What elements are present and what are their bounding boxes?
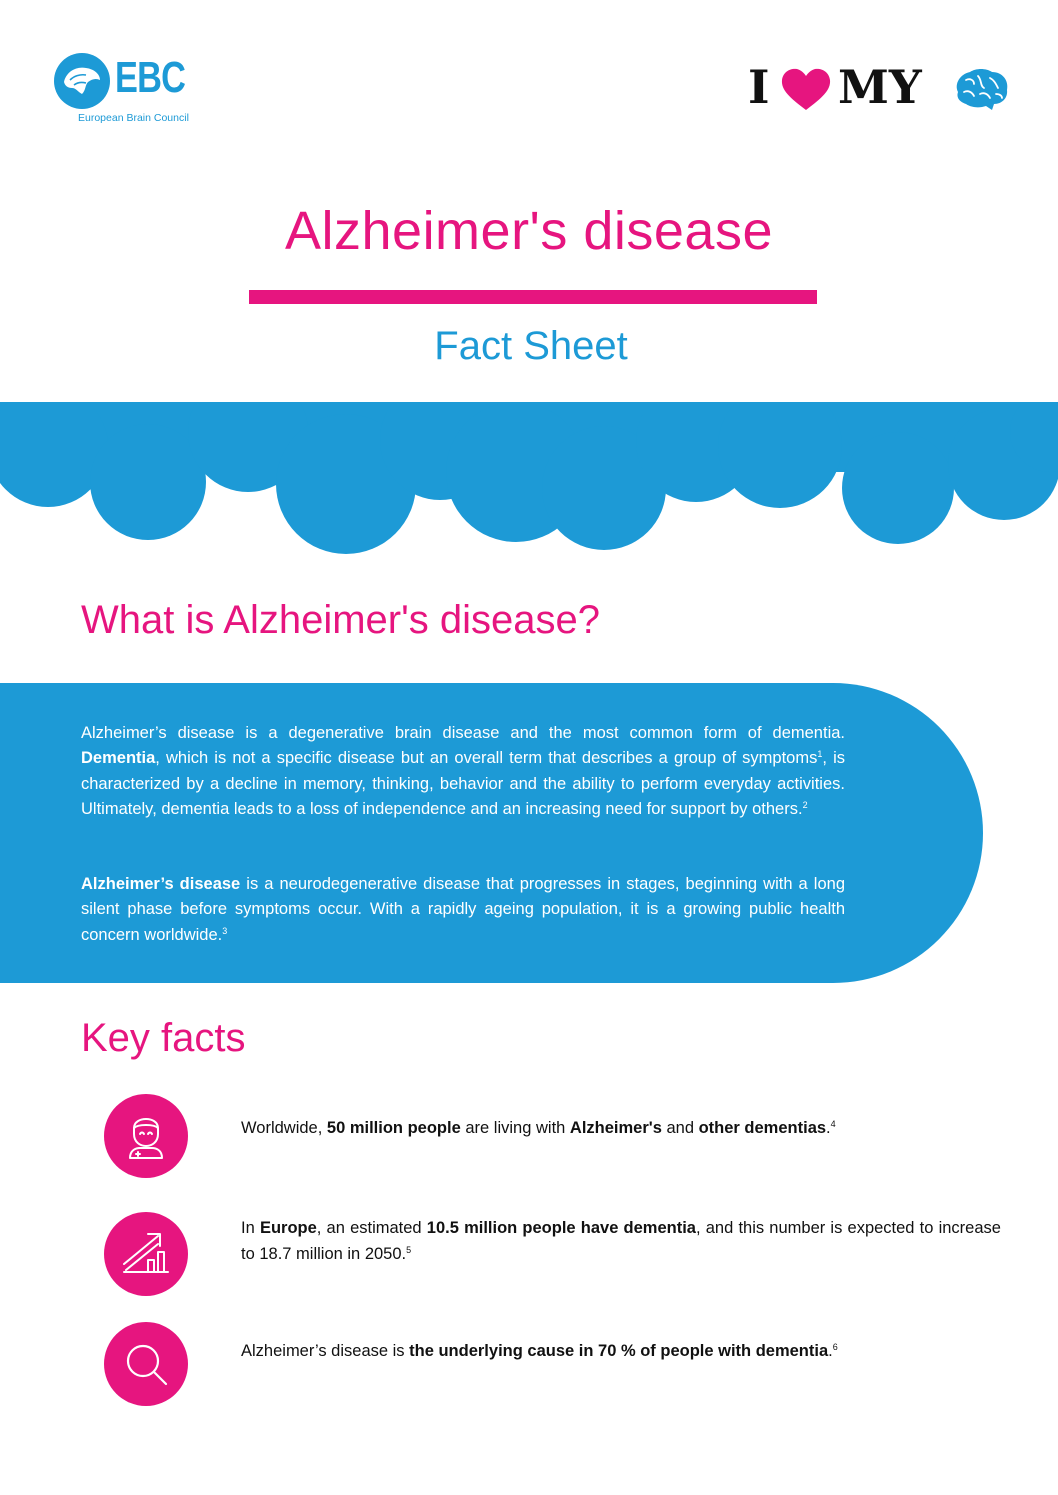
fact-3-text [241, 1338, 1001, 1364]
footnote-ref-5: 5 [406, 1245, 412, 1255]
fact-3-part: Alzheimer’s disease is [241, 1342, 410, 1360]
what-is-heading: What is Alzheimer's disease? [81, 598, 600, 642]
intro-paragraph-1 [81, 721, 845, 822]
fact-1-part: and [661, 1119, 699, 1137]
footnote-ref-4: 4 [830, 1119, 836, 1129]
key-facts-heading: Key facts [81, 1016, 246, 1060]
cloud-banner [0, 402, 1058, 558]
ebc-wordmark: EBC [115, 53, 186, 102]
ebc-org-name: European Brain Council [78, 112, 189, 124]
footnote-ref-3: 3 [222, 925, 228, 936]
fact-2-part: In [241, 1219, 260, 1237]
fact-2-icon-badge [104, 1212, 188, 1296]
fact-1-icon-badge [104, 1094, 188, 1178]
intro-p1-text-a: Alzheimer’s disease is a degenerative brain disease and the most common form of dementia. [81, 724, 845, 742]
fact-2-part: , an estimated [316, 1219, 427, 1237]
fact-3-icon-badge [104, 1322, 188, 1406]
fact-1-part: are living with [460, 1119, 570, 1137]
ebc-logo [52, 52, 192, 128]
logo-text-i: I [748, 60, 770, 114]
page-subtitle: Fact Sheet [434, 324, 628, 368]
intro-p2-bold: Alzheimer’s disease [81, 875, 241, 893]
fact-2-bold-europe: Europe [259, 1219, 317, 1237]
magnifier-icon [104, 1322, 188, 1406]
fact-1-bold-people: 50 million people [326, 1119, 461, 1137]
brain-icon [952, 66, 1010, 114]
fact-2-text [241, 1215, 1001, 1267]
intro-p1-dementia-bold: Dementia [81, 749, 156, 768]
logo-text-my: MY [838, 60, 922, 114]
heart-icon [780, 68, 832, 112]
intro-p2-text: is a neurodegenerative disease that progresses in stages, beginning with a long silent phase before symptoms occur. With a rapidly ageing population, it is a growing public health concern worldwide. [81, 875, 845, 944]
fact-1-part: Worldwide, [241, 1119, 327, 1137]
nurse-icon [104, 1094, 188, 1178]
fact-1-text [241, 1115, 1001, 1141]
fact-3-part: . [828, 1342, 833, 1360]
fact-3-bold-cause: the underlying cause in 70 % of people with dementia [409, 1342, 829, 1360]
intro-p1-text-c: , which is not a specific disease but an overall term that describes a group of symptoms [155, 749, 818, 768]
i-love-my-brain-logo [748, 62, 1014, 118]
footnote-ref-1: 1 [817, 749, 823, 760]
fact-1-bold-alzheimers: Alzheimer's [569, 1119, 662, 1137]
fact-2-part: , and this number is expected to increase to 18.7 million in 2050. [241, 1219, 1001, 1263]
fact-1-part: . [826, 1119, 831, 1137]
title-divider [249, 290, 817, 304]
ebc-brain-mark-icon [52, 52, 112, 112]
fact-2-bold-count: 10.5 million people have dementia [426, 1219, 696, 1237]
fact-1-bold-dementias: other dementias [698, 1119, 827, 1137]
intro-p1-text-d: , is characterized by a decline in memory, thinking, behavior and the ability to perform everyday activities. Ultimately, dementia leads to a loss of independence and an increasing need for support by others. [81, 749, 845, 818]
growth-chart-icon [104, 1212, 188, 1296]
page-title: Alzheimer's disease [284, 201, 773, 261]
footnote-ref-6: 6 [832, 1342, 838, 1352]
intro-paragraph-2 [81, 872, 845, 948]
footnote-ref-2: 2 [802, 799, 808, 810]
